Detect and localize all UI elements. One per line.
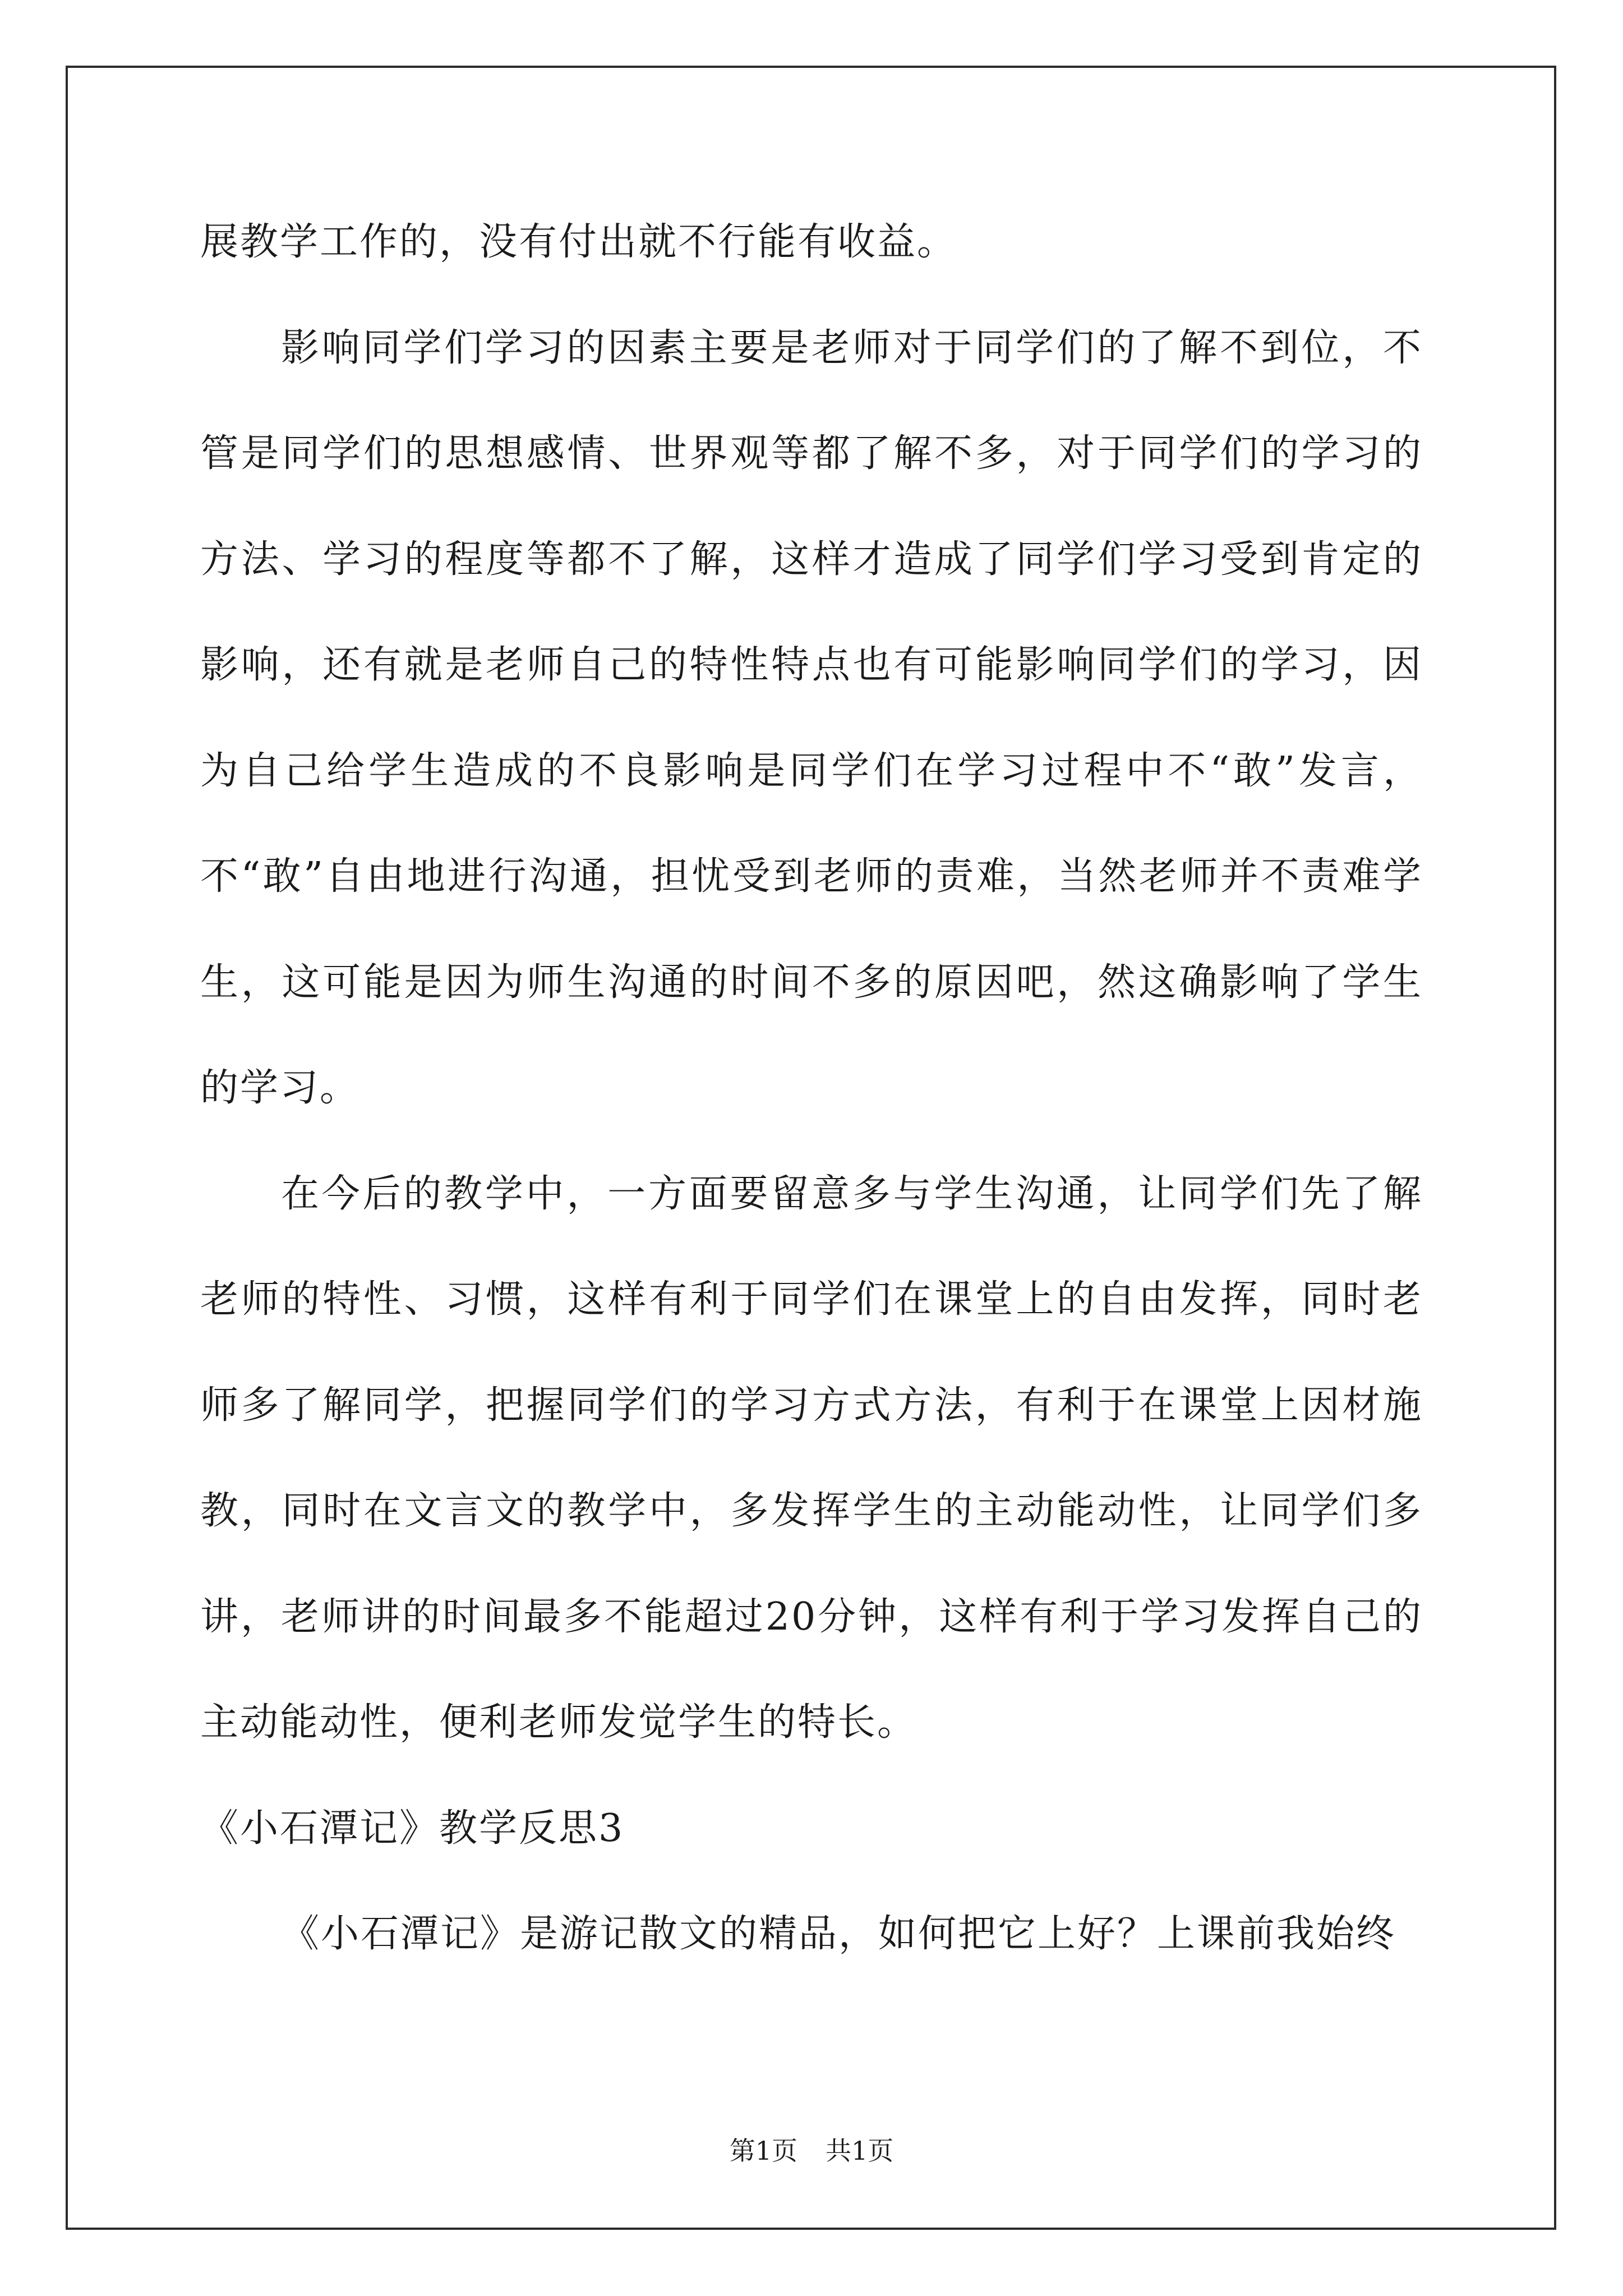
paragraph-influence-factors: 影响同学们学习的因素主要是老师对于同学们的了解不到位，不管是同学们的思想感情、世界观等都了解不多，对于同学们的学习的方法、学习的程度等都不了解，这样才造成了同学们学习受到肯定的影响，还有就是老师自己的特性特点也有可能影响同学们的学习，因为自己给学生造成的不良影响是同学们在学习过程中不“敢”发言，不“敢”自由地进行沟通，担忧受到老师的责难，当然老师并不责难学生，这可能是因为师生沟通的时间不多的原因吧，然这确影响了学生的学习。 xyxy=(200,325,1423,1110)
document-body xyxy=(200,190,1423,1987)
page-footer xyxy=(0,2134,1623,2168)
paragraph-future-teaching: 在今后的教学中，一方面要留意多与学生沟通，让同学们先了解老师的特性、习惯，这样有利于同学们在课堂上的自由发挥，同时老师多了解同学，把握同学们的学习方式方法，有利于在课堂上因材施教，同时在文言文的教学中，多发挥学生的主动能动性，让同学们多讲，老师讲的时间最多不能超过20分钟，这样有利于学习发挥自己的主动能动性，便利老师发觉学生的特长。 xyxy=(200,1171,1423,1745)
paragraph-section-intro: 《小石潭记》是游记散文的精品，如何把它上好？上课前我始终 xyxy=(281,1912,1396,1956)
page-total: 共1页 xyxy=(826,2136,894,2166)
paragraph-continuation: 展教学工作的，没有付出就不行能有收益。 xyxy=(200,220,957,264)
section-heading: 《小石潭记》教学反思3 xyxy=(200,1806,625,1851)
page-number: 第1页 xyxy=(729,2136,797,2166)
